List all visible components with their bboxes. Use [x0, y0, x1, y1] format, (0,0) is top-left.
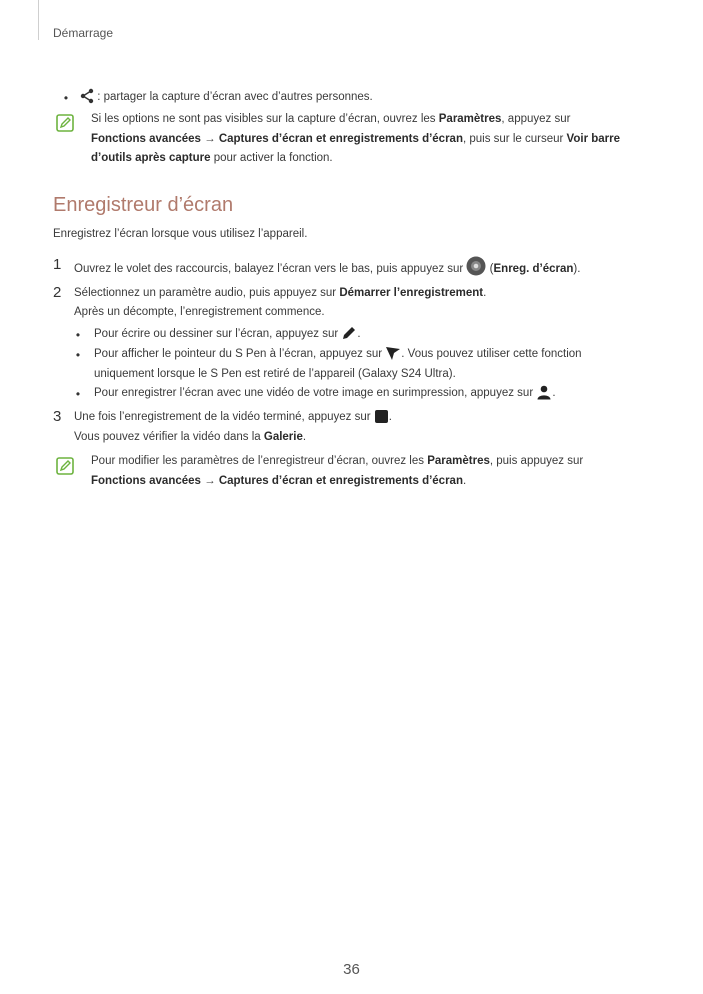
pen-draw-icon [341, 325, 357, 341]
note-pencil-icon [56, 114, 74, 132]
note-2 [91, 452, 651, 491]
person-overlay-icon [536, 384, 552, 400]
share-icon [80, 88, 94, 104]
note-pencil-icon [56, 457, 74, 475]
bullet-dot: • [63, 91, 69, 105]
margin-rule [38, 0, 39, 40]
screen-record-icon [466, 256, 486, 276]
bullet-dot: • [75, 387, 81, 401]
share-bullet-text: : partager la capture d’écran avec d’autres personnes. [80, 88, 373, 108]
step-2-sub-2 [94, 345, 654, 384]
note-1-line-2: Fonctions avancées → Captures d’écran et enregistrements d’écran, puis sur le curseur Voir barre [91, 132, 621, 145]
step-2-sub-2-line-1: Pour afficher le pointeur du S Pen à l’écran, appuyez sur . Vous pouvez utiliser cette fonction [94, 345, 654, 365]
page-number: 36 [343, 961, 360, 978]
step-number: 2 [53, 284, 62, 301]
step-2-line-2: Après un décompte, l’enregistrement commence. [74, 306, 325, 318]
section-label: Démarrage [53, 26, 114, 40]
stop-square-icon [374, 409, 389, 424]
step-3-line-2: Vous pouvez vérifier la vidéo dans la Galerie. [74, 431, 307, 443]
bullet-dot: • [75, 348, 81, 362]
step-2-text: Sélectionnez un paramètre audio, puis appuyez sur Démarrer l’enregistrement. [74, 287, 487, 299]
step-2-sub-1: Pour écrire ou dessiner sur l’écran, appuyez sur . [94, 325, 361, 345]
step-3-text: Une fois l’enregistrement de la vidéo terminé, appuyez sur . [74, 411, 392, 423]
note-1-line-3: d’outils après capture pour activer la fonction. [91, 152, 333, 164]
step-2-sub-2-line-2: uniquement lorsque le S Pen est retiré de l’appareil (Galaxy S24 Ultra). [94, 367, 456, 380]
section-heading: Enregistreur d’écran [53, 194, 234, 216]
step-number: 3 [53, 408, 62, 425]
step-number: 1 [53, 256, 62, 273]
note-2-line-2: Fonctions avancées → Captures d’écran et enregistrements d’écran. [91, 474, 467, 487]
note-2-line-1: Pour modifier les paramètres de l’enregistreur d’écran, ouvrez les Paramètres, puis appuyez sur [91, 455, 584, 467]
note-1-line-1: Si les options ne sont pas visibles sur la capture d’écran, ouvrez les Paramètres, appuyez sur [91, 113, 571, 125]
bullet-dot: • [75, 328, 81, 342]
intro-text: Enregistrez l’écran lorsque vous utilisez l’appareil. [53, 228, 308, 240]
step-2-sub-3: Pour enregistrer l’écran avec une vidéo de votre image en surimpression, appuyez sur . [94, 384, 556, 404]
note-1 [91, 110, 651, 169]
step-1-text: Ouvrez le volet des raccourcis, balayez l’écran vers le bas, puis appuyez sur (Enreg. d’écran). [74, 256, 580, 280]
pointer-arrow-icon [385, 345, 401, 361]
